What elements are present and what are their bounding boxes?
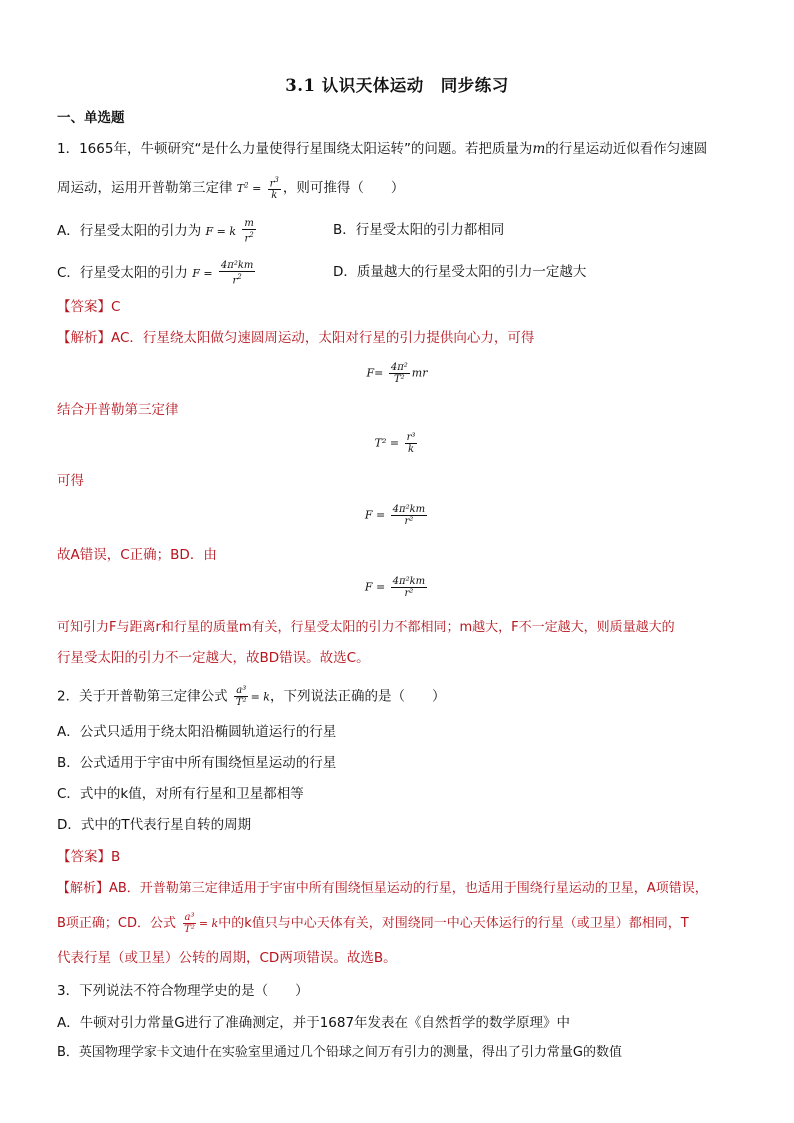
eq4-den: r² xyxy=(404,588,414,599)
q3-option-a: A．牛顿对引力常量G进行了准确测定，并于1687年发表在《自然哲学的数学原理》中 xyxy=(57,1015,571,1031)
q1-analysis-5: 可知引力F与距离r和行星的质量m有关，行星受太阳的引力不都相同；m越大，F不一定越大，则质量越大的 xyxy=(57,620,675,635)
q1-stem-mass-symbol: m xyxy=(532,141,546,157)
q1-option-c-fraction: $\frac{\text{4π²km}}{r^2}$ xyxy=(220,260,254,287)
eq3-num: 4π²km xyxy=(392,504,426,515)
eq4-lhs: F = xyxy=(364,580,386,594)
q2-analysis-3: 代表行星（或卫星）公转的周期，CD两项错误。故选B。 xyxy=(57,950,397,966)
q2-stem-num: a³ xyxy=(236,685,247,696)
q1-option-c-text: C．行星受太阳的引力 xyxy=(57,265,188,282)
q2-answer: 【答案】B xyxy=(57,849,121,865)
eq1-lhs: F= xyxy=(366,366,384,380)
q1-equation-1 xyxy=(0,362,794,385)
q1-option-c-num: 4π²km xyxy=(220,260,254,271)
q2-analysis-2 xyxy=(57,912,754,935)
q2-analysis-2-text-b: 中的k值只与中心天体有关，对围绕同一中心天体运行的行星（或卫星）都相同，T xyxy=(218,916,689,931)
q2-option-d: D．式中的T代表行星自转的周期 xyxy=(57,817,252,833)
q1-analysis-2: 结合开普勒第三定律 xyxy=(57,402,179,418)
q2-stem-fraction xyxy=(234,685,249,708)
q1-option-c-den: r xyxy=(232,275,238,287)
q1-equation-2 xyxy=(0,432,794,455)
eq3-fraction xyxy=(391,504,428,527)
q1-formula-lhs: T xyxy=(236,182,245,196)
q1-answer: 【答案】C xyxy=(57,299,121,315)
eq2-lhs: T² = xyxy=(374,436,400,450)
section-heading: 一、单选题 xyxy=(57,110,125,126)
q1-stem-line2 xyxy=(57,175,754,201)
eq1-fraction xyxy=(389,362,410,385)
q1-analysis-4: 故A错误，C正确；BD．由 xyxy=(57,547,217,563)
q2-analysis-fraction xyxy=(182,912,197,935)
q2-option-b: B．公式适用于宇宙中所有围绕恒星运动的行星 xyxy=(57,755,337,771)
q1-stem-text-c: 周运动，运用开普勒第三定律 xyxy=(57,180,233,197)
eq3-den: r² xyxy=(404,516,414,527)
q1-stem-text-d: ，则可推得（ ） xyxy=(282,180,405,197)
eq4-num: 4π²km xyxy=(392,576,426,587)
q2-stem-den: T² xyxy=(235,697,247,708)
q1-option-a-fraction: $\frac{m}{r^2}$ xyxy=(244,218,254,245)
q1-equation-4 xyxy=(0,576,794,599)
eq1-rhs: mr xyxy=(411,366,428,380)
q2-analysis-1: 【解析】AB．开普勒第三定律适用于宇宙中所有围绕恒星运动的行星，也适用于围绕行星运动的卫星，A项错误， xyxy=(57,881,708,896)
page-title: 3.1 认识天体运动 同步练习 xyxy=(285,76,509,95)
q2-analysis-num: a³ xyxy=(184,912,195,923)
q1-option-a-text: A．行星受太阳的引力为 xyxy=(57,223,202,240)
q1-option-a-num: m xyxy=(244,218,254,229)
q3-stem: 3．下列说法不符合物理学史的是（ ） xyxy=(57,983,309,999)
q2-stem-text-b: ，下列说法正确的是（ ） xyxy=(269,688,446,705)
q2-analysis-2-text-a: B项正确；CD．公式 xyxy=(57,916,177,931)
q1-equation-3 xyxy=(0,504,794,527)
q1-analysis-1: 【解析】AC．行星绕太阳做匀速圆周运动，太阳对行星的引力提供向心力，可得 xyxy=(57,330,535,346)
q2-stem-rhs: = k xyxy=(250,690,270,704)
eq3-lhs: F = xyxy=(364,508,386,522)
q1-option-b: B．行星受太阳的引力都相同 xyxy=(333,222,505,238)
q2-option-c: C．式中的k值，对所有行星和卫星都相等 xyxy=(57,786,304,802)
q2-option-a: A．公式只适用于绕太阳沿椭圆轨道运行的行星 xyxy=(57,724,337,740)
q1-analysis-3: 可得 xyxy=(57,473,84,489)
q1-option-c-lhs: F = xyxy=(192,267,213,281)
eq1-num: 4π² xyxy=(390,362,408,373)
eq2-den: k xyxy=(407,444,414,455)
q1-option-d: D．质量越大的行星受太阳的引力一定越大 xyxy=(333,264,587,280)
q1-stem-line1 xyxy=(57,139,754,159)
q1-fraction-den: k xyxy=(271,190,278,202)
q1-stem-text-a: 1．1665年，牛顿研究“是什么力量使得行星围绕太阳运转”的问题。若把质量为 xyxy=(57,141,533,157)
q1-analysis-6: 行星受太阳的引力不一定越大，故BD错误。故选C。 xyxy=(57,650,370,666)
eq1-den: T² xyxy=(393,374,405,385)
q1-fraction-num: r xyxy=(269,178,275,190)
q3-option-b: B．英国物理学家卡文迪什在实验室里通过几个铅球之间万有引力的测量，得出了引力常量G的数值 xyxy=(57,1045,622,1060)
q1-option-a-den: r xyxy=(244,233,250,245)
q2-analysis-rhs: = k xyxy=(198,917,219,930)
q2-analysis-den: T² xyxy=(184,924,195,935)
q1-stem-formula: $T^2$ = xyxy=(236,181,262,196)
q2-stem xyxy=(57,685,754,708)
eq2-fraction xyxy=(405,432,418,455)
q1-option-a-lhs: F = k xyxy=(205,225,237,239)
q1-stem-text-b: 的行星运动近似看作匀速圆 xyxy=(545,141,708,157)
eq4-fraction xyxy=(391,576,428,599)
q2-stem-text-a: 2．关于开普勒第三定律公式 xyxy=(57,688,228,705)
eq2-num: r³ xyxy=(406,432,416,443)
q1-stem-fraction: $\frac{r^3}{k}$ xyxy=(269,176,279,202)
